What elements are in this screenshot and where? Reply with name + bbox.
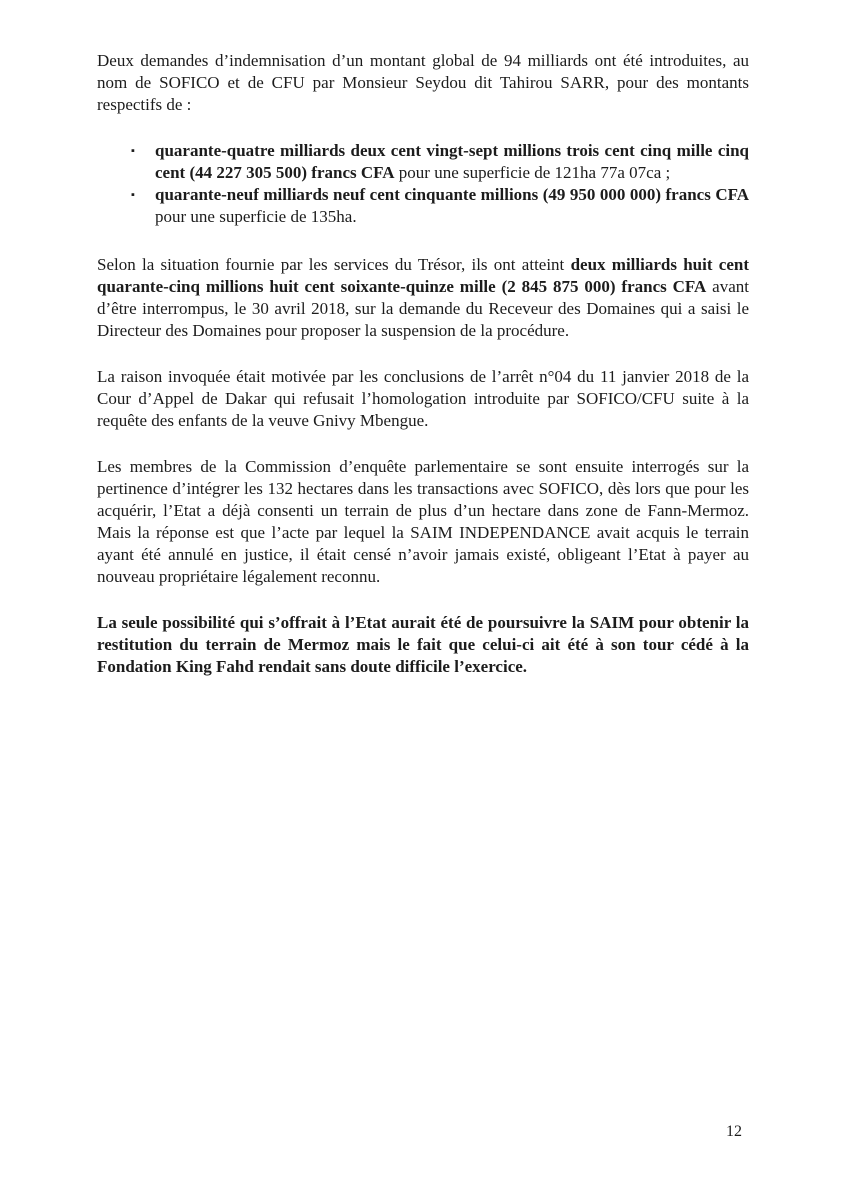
claim-amount-words-and-figures: quarante-neuf milliards neuf cent cinquante millions (49 950 000 000) francs CFA	[155, 185, 749, 204]
bullet-text-cfu-claim	[155, 184, 749, 228]
square-bullet-icon: ▪	[131, 145, 135, 157]
tresor-trailing-text: avant d’être interrompus, le 30 avril 2018, sur la demande du Receveur des Domaines qui a saisi le Directeur des Domaines pour proposer la suspension de la procédure.	[97, 277, 749, 340]
paragraph-raison-text: La raison invoquée était motivée par les conclusions de l’arrêt n°04 du 11 janvier 2018 de la Cour d’Appel de Dakar qui refusait l’homologation introduite par SOFICO/CFU suite à la requête des enfants de la veuve Gnivy Mbengue.	[97, 367, 749, 430]
paragraph-commission	[97, 456, 749, 588]
claims-bullet-list	[97, 140, 749, 228]
paragraph-raison	[97, 366, 749, 432]
claim-amount-words-and-figures: quarante-quatre milliards deux cent vingt-sept millions trois cent cinq mille cinq cent (44 227 305 500) francs CFA	[155, 141, 749, 182]
list-item	[97, 140, 749, 184]
paragraph-conclusion	[97, 612, 749, 678]
list-item	[97, 184, 749, 228]
tresor-lead-text: Selon la situation fournie par les services du Trésor, ils ont atteint	[97, 255, 571, 274]
claim-surface-detail: pour une superficie de 135ha.	[155, 207, 357, 226]
bullet-text-sofico-claim	[155, 140, 749, 184]
claim-surface-detail: pour une superficie de 121ha 77a 07ca ;	[394, 163, 671, 182]
paragraph-tresor	[97, 254, 749, 342]
paragraph-commission-text: Les membres de la Commission d’enquête parlementaire se sont ensuite interrogés sur la pertinence d’intégrer les 132 hectares dans les transactions avec SOFICO, dès lors que pour les acquérir, l’Etat a déjà consenti un terrain de plus d’un hectare dans zone de Fann-Mermoz. Mais la réponse est que l’acte par lequel la SAIM INDEPENDANCE avait acquis le terrain ayant été annulé en justice, il était censé n’avoir jamais existé, obligeant l’Etat à payer au nouveau propriétaire légalement reconnu.	[97, 457, 749, 586]
paragraph-intro	[97, 50, 749, 116]
page-body	[97, 50, 749, 702]
paragraph-conclusion-bold-text: La seule possibilité qui s’offrait à l’Etat aurait été de poursuivre la SAIM pour obtenir la restitution du terrain de Mermoz mais le fait que celui-ci ait été à son tour cédé à la Fondation King Fahd rendait sans doute difficile l’exercice.	[97, 613, 749, 676]
paragraph-intro-text: Deux demandes d’indemnisation d’un montant global de 94 milliards ont été introduites, au nom de SOFICO et de CFU par Monsieur Seydou dit Tahirou SARR, pour des montants respectifs de :	[97, 51, 749, 114]
page-number: 12	[726, 1123, 742, 1140]
square-bullet-icon: ▪	[131, 189, 135, 201]
tresor-amount-bold: deux milliards huit cent quarante-cinq millions huit cent soixante-quinze mille (2 845 875 000) francs CFA	[97, 255, 750, 296]
